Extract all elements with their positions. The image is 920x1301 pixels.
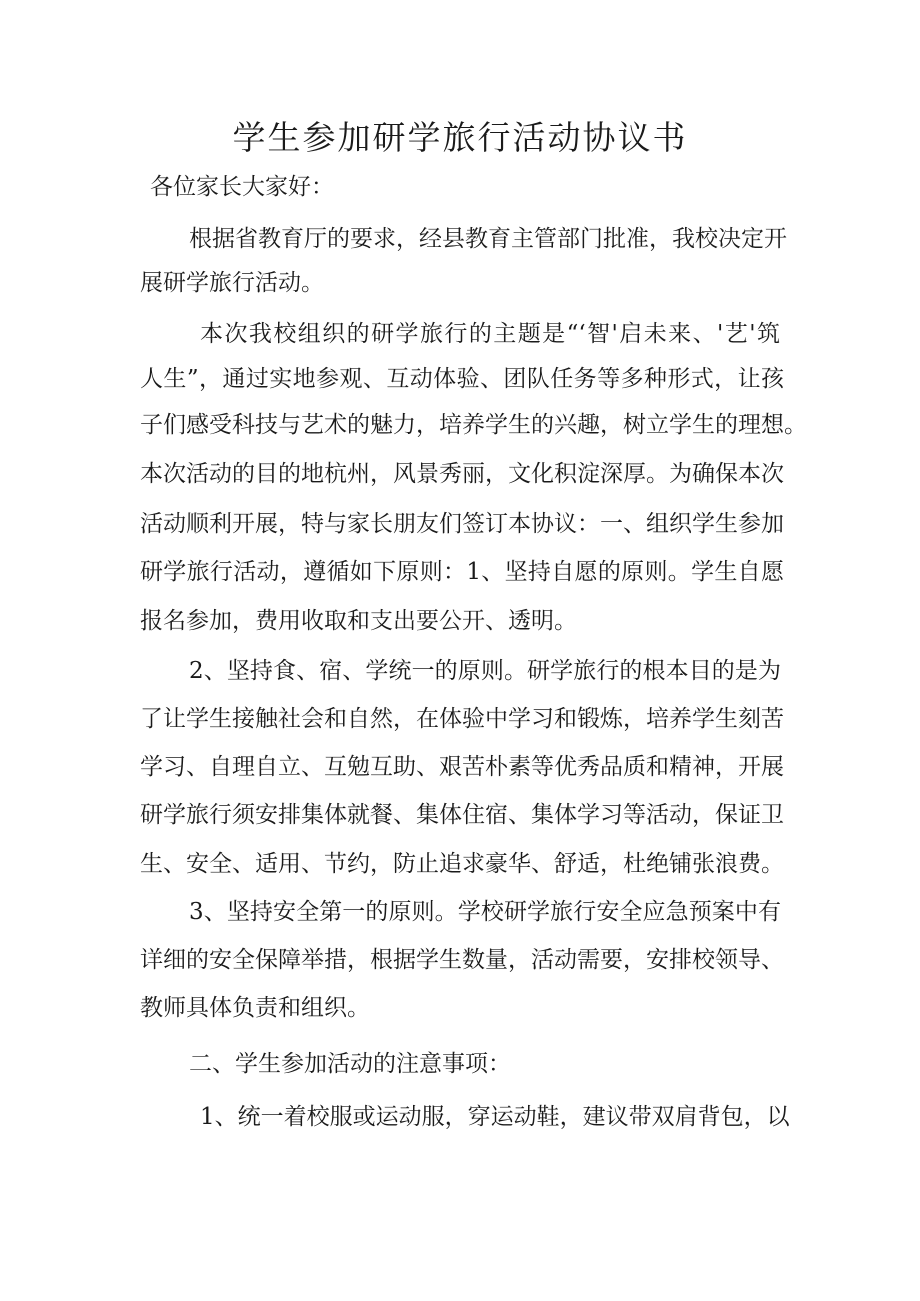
paragraph-line: 子们感受科技与艺术的魅力，培养学生的兴趣，树立学生的理想。	[140, 412, 807, 438]
paragraph-line: 详细的安全保障举措，根据学生数量，活动需要，安排校领导、	[140, 947, 784, 973]
greeting: 各位家长大家好：	[150, 174, 334, 200]
paragraph-line: 3、坚持安全第一的原则。学校研学旅行安全应急预案中有	[189, 899, 781, 925]
paragraph-line: 根据省教育厅的要求，经县教育主管部门批准，我校决定开	[189, 226, 787, 252]
paragraph-line: 学习、自理自立、互勉互助、艰苦朴素等优秀品质和精神，开展	[140, 754, 784, 780]
paragraph-line: 教师具体负责和组织。	[140, 995, 370, 1021]
paragraph-line: 展研学旅行活动。	[140, 270, 324, 296]
paragraph-line: 生、安全、适用、节约，防止追求豪华、舒适，杜绝铺张浪费。	[140, 851, 784, 877]
paragraph-line: 2、坚持食、宿、学统一的原则。研学旅行的根本目的是为	[189, 658, 781, 684]
paragraph-line: 了让学生接触社会和自然，在体验中学习和锻炼，培养学生刻苦	[140, 706, 784, 732]
paragraph-line: 本次活动的目的地杭州，风景秀丽，文化积淀深厚。为确保本次	[140, 461, 784, 487]
document-title: 学生参加研学旅行活动协议书	[232, 118, 688, 157]
paragraph-line: 本次我校组织的研学旅行的主题是“‘智'启未来、'艺'筑	[200, 321, 780, 347]
paragraph-line: 研学旅行须安排集体就餐、集体住宿、集体学习等活动，保证卫	[140, 802, 784, 828]
paragraph-line: 报名参加，费用收取和支出要公开、透明。	[140, 608, 577, 634]
paragraph-line: 活动顺利开展，特与家长朋友们签订本协议：一、组织学生参加	[140, 511, 784, 537]
paragraph-line: 人生”，通过实地参观、互动体验、团队任务等多种形式，让孩	[140, 366, 784, 392]
section-heading: 二、学生参加活动的注意事项：	[189, 1051, 511, 1077]
paragraph-line: 研学旅行活动，遵循如下原则：1、坚持自愿的原则。学生自愿	[140, 559, 784, 585]
paragraph-line: 1、统一着校服或运动服，穿运动鞋，建议带双肩背包，以	[200, 1104, 790, 1130]
